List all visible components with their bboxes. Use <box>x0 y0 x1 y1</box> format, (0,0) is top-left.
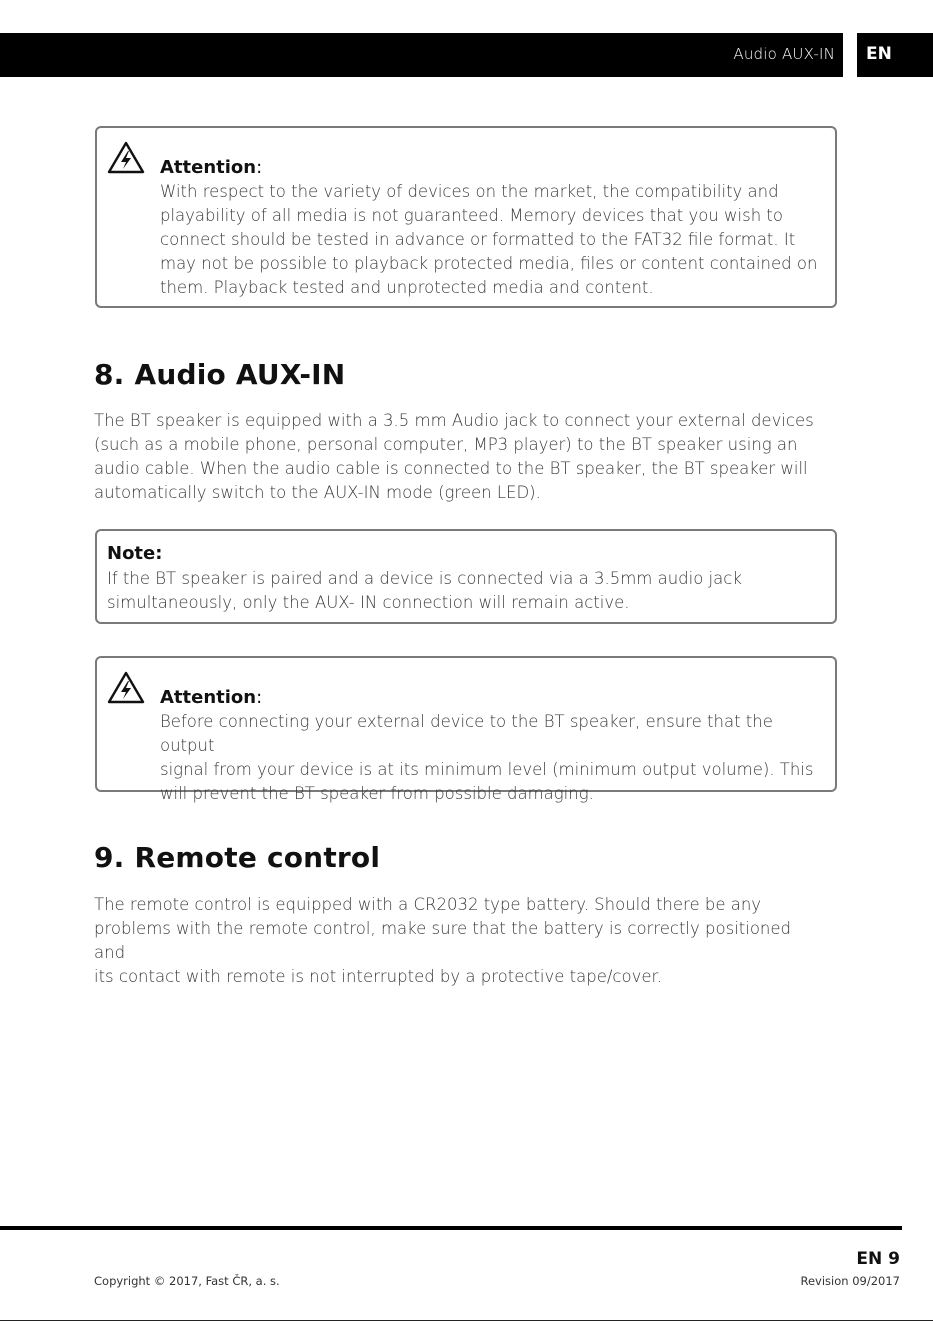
header-title: Audio AUX-IN <box>733 45 835 63</box>
section-body-audio-aux-in: The BT speaker is equipped with a 3.5 mm Audio jack to connect your external devices (such as a mobile phone, personal computer, MP3 player) to the BT speaker using an audio cable. When the audio cable is connected to the BT speaker, the BT speaker will automatically switch to the AUX-IN mode (green LED). <box>94 411 814 502</box>
page-number: EN 9 <box>856 1249 900 1269</box>
warning-triangle-lightning-icon <box>107 141 145 174</box>
language-badge: EN <box>857 33 933 77</box>
attention-heading: Attention: <box>160 687 263 708</box>
section-heading-remote-control: 9. Remote control <box>94 841 381 874</box>
revision-text: Revision 09/2017 <box>800 1274 900 1288</box>
attention-box <box>95 656 837 803</box>
bottom-divider <box>0 1320 933 1321</box>
attention-text: With respect to the variety of devices on the market, the compatibility and playability of all media is not guaranteed. Memory devices that you wish to connect should be tested in advance or formatted to the FAT32 file format. It may not be possible to playback protected media, files or content contained on them. Playback tested and unprotected media and content. <box>160 182 818 297</box>
attention-box <box>95 126 837 308</box>
copyright-text: Copyright © 2017, Fast ČR, a. s. <box>94 1274 280 1288</box>
note-box <box>95 529 837 624</box>
footer-divider <box>0 1226 902 1230</box>
warning-triangle-lightning-icon <box>107 671 145 704</box>
attention-text: Before connecting your external device to the BT speaker, ensure that the output signal from your device is at its minimum level (minimum output volume). This will prevent the BT speaker from possible damaging. <box>160 712 814 803</box>
section-body-remote-control: The remote control is equipped with a CR2032 type battery. Should there be any problems with the remote control, make sure that the battery is correctly positioned and its contact with remote is not interrupted by a protective tape/cover. <box>94 895 792 986</box>
attention-heading: Attention: <box>160 157 263 178</box>
section-heading-audio-aux-in: 8. Audio AUX-IN <box>94 358 346 391</box>
header-bar <box>0 33 843 77</box>
note-heading: Note: <box>107 543 163 564</box>
note-text: If the BT speaker is paired and a device is connected via a 3.5mm audio jack simultaneously, only the AUX- IN connection will remain active. <box>107 569 742 612</box>
